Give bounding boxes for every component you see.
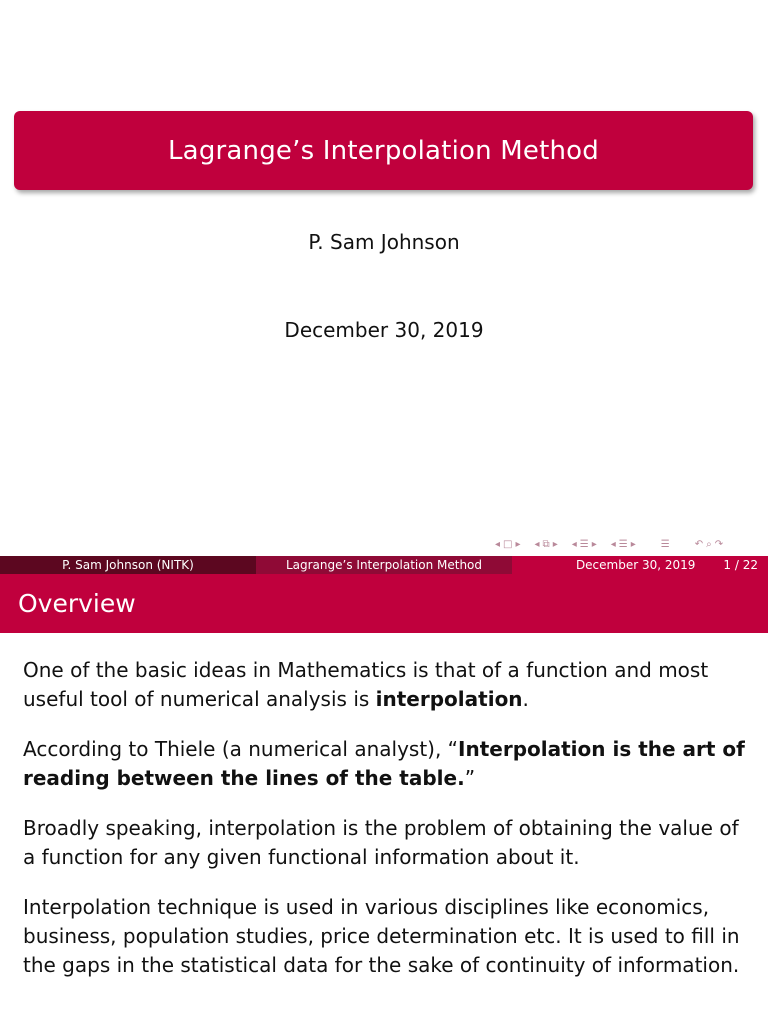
section-icon[interactable]: ☰ bbox=[618, 539, 628, 550]
arrow-left-icon[interactable]: ◂ bbox=[534, 539, 540, 550]
paragraph-2 bbox=[23, 735, 751, 793]
paragraph-1-text: One of the basic ideas in Mathematics is that of a function and most useful tool of numerical analysis is bbox=[23, 658, 709, 711]
zoom-icon[interactable]: ⌕ bbox=[706, 539, 712, 550]
section-icon[interactable]: ☰ bbox=[660, 539, 670, 550]
frame-title: Overview bbox=[18, 589, 136, 618]
paragraph-1-bold: interpolation bbox=[375, 687, 523, 711]
footer-date-page bbox=[512, 556, 768, 574]
paragraph-1 bbox=[23, 656, 751, 714]
author-name: P. Sam Johnson bbox=[308, 230, 460, 254]
arrow-left-icon[interactable]: ◂ bbox=[495, 539, 501, 550]
paragraph-2-text: According to Thiele (a numerical analyst), “ bbox=[23, 737, 459, 761]
footer-date: December 30, 2019 bbox=[575, 558, 696, 572]
paragraph-1-end: . bbox=[522, 687, 529, 711]
frame-title-bar bbox=[0, 574, 768, 633]
arrow-right-icon[interactable]: ▸ bbox=[630, 539, 636, 550]
undo-icon[interactable]: ↶ bbox=[694, 539, 704, 550]
arrow-right-icon[interactable]: ▸ bbox=[515, 539, 521, 550]
arrow-left-icon[interactable]: ◂ bbox=[610, 539, 616, 550]
slide-footer bbox=[0, 556, 768, 574]
paragraph-3: Broadly speaking, interpolation is the problem of obtaining the value of a function for any given functional information about it. bbox=[23, 816, 739, 869]
undo-icon[interactable]: ↷ bbox=[714, 539, 724, 550]
slide-content bbox=[23, 656, 751, 1001]
frame-icon[interactable]: □ bbox=[503, 539, 513, 550]
footer-author: P. Sam Johnson (NITK) bbox=[0, 556, 256, 574]
presentation-title: Lagrange’s Interpolation Method bbox=[168, 135, 599, 166]
title-box bbox=[14, 111, 753, 190]
paragraph-2-bold: Interpolation is the art of reading between the lines of the table. bbox=[23, 737, 745, 790]
beamer-navigation[interactable] bbox=[495, 537, 763, 553]
arrow-right-icon[interactable]: ▸ bbox=[552, 539, 558, 550]
footer-page-number: 1 / 22 bbox=[723, 558, 758, 572]
arrow-left-icon[interactable]: ◂ bbox=[571, 539, 577, 550]
paragraph-4: Interpolation technique is used in various disciplines like economics, business, population studies, price determination etc. It is used to fill in the gaps in the statistical data for the sake of continuity of information. bbox=[23, 895, 740, 977]
subsection-icon[interactable]: ⧉ bbox=[542, 539, 550, 550]
presentation-date: December 30, 2019 bbox=[284, 318, 484, 342]
arrow-right-icon[interactable]: ▸ bbox=[591, 539, 597, 550]
paragraph-2-end: ” bbox=[464, 766, 476, 790]
footer-title: Lagrange’s Interpolation Method bbox=[256, 556, 512, 574]
section-icon[interactable]: ☰ bbox=[579, 539, 589, 550]
